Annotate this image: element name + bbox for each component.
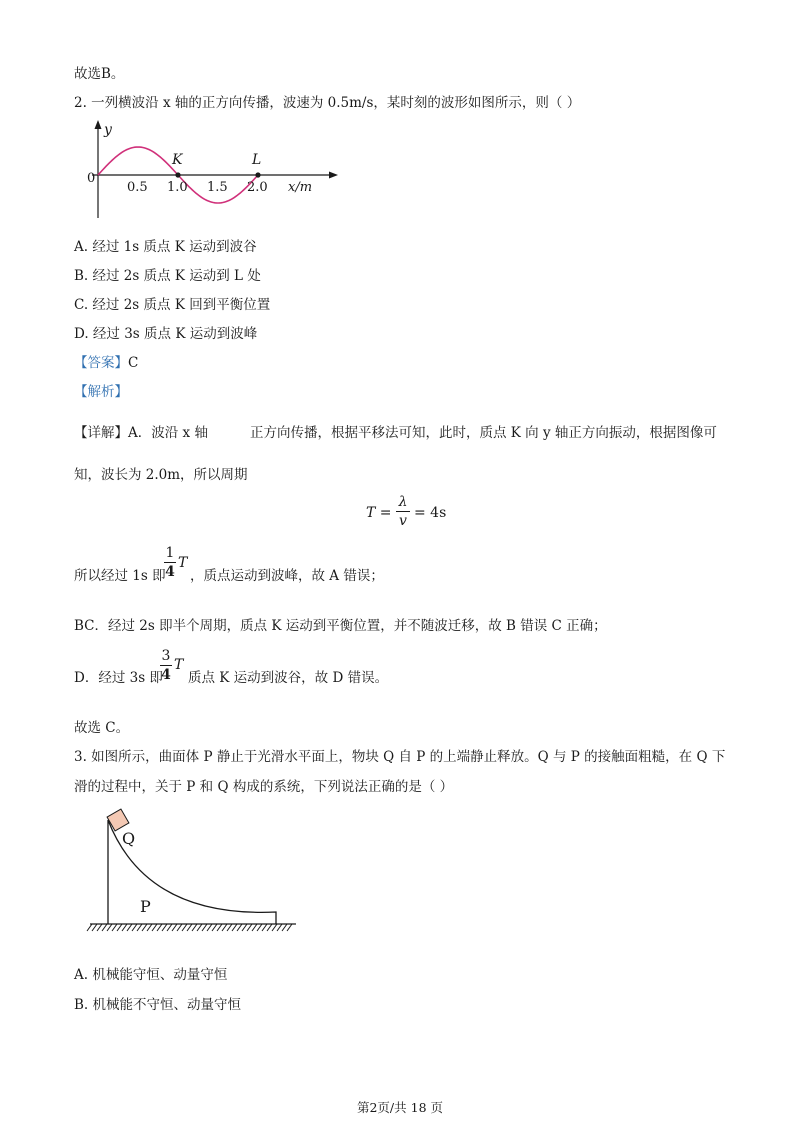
q2-detail-line5b: 质点 K 运动到波谷，故 D 错误。 [188,670,389,686]
q2-stem: 2. 一列横波沿 x 轴的正方向传播，波速为 0.5m/s，某时刻的波形如图所示，则（ ） [74,95,581,111]
page-footer: 第2页/共 18 页 [356,1100,444,1115]
fraction-one-quarter [164,545,176,580]
tick-label-0-5: 0.5 [127,180,148,195]
q2-detail-line2: 知，波长为 2.0m，所以周期 [74,467,248,483]
fraction-1-den: 4 [165,564,175,580]
block-q-label: Q [122,829,136,848]
detail-1a: A．波沿 x 轴 [128,425,208,441]
point-k-label: K [172,152,183,168]
q2-detail-line3: 所以经过 1s 即 [74,568,166,584]
formula-v: v [399,513,407,529]
point-l-label: L [252,152,262,168]
detail-tag: 【详解】 [74,425,128,441]
x-axis-label: x/m [288,180,313,195]
q2-detail-line5: D．经过 3s 即 [74,670,163,686]
q2-option-c: C. 经过 2s 质点 K 回到平衡位置 [74,297,271,313]
answer-value: C [128,355,139,371]
q2-detail-line1 [74,424,208,442]
point-k-dot [175,172,180,177]
wave-graph [84,118,344,228]
block-q [107,809,129,831]
q2-option-b: B. 经过 2s 质点 K 运动到 L 处 [74,268,261,284]
fraction-3-den: 4 [161,667,171,683]
formula-lhs: T = [366,505,392,521]
fraction-three-quarters [160,648,172,683]
fraction-3-T: T [174,657,184,673]
q2-answer [74,354,138,372]
period-formula [366,494,466,534]
prev-answer: 故选B。 [74,66,125,82]
q3-stem-line2: 滑的过程中，关于 P 和 Q 构成的系统，下列说法正确的是（ ） [74,779,454,795]
formula-result: = 4s [414,505,447,521]
fraction-1-T: T [178,555,188,571]
point-l-dot [255,172,260,177]
q2-detail-line1b: 正方向传播，根据平移法可知，此时，质点 K 向 y 轴正方向振动，根据图像可 [250,425,717,441]
q3-stem-line1: 3. 如图所示，曲面体 P 静止于光滑水平面上，物块 Q 自 P 的上端静止释放。Q 与 P 的接触面粗糙，在 Q 下 [74,749,726,765]
body-p-label: P [140,897,151,916]
q3-option-a: A. 机械能守恒、动量守恒 [74,967,228,983]
tick-label-1-5: 1.5 [207,180,228,195]
q2-detail-line4: BC．经过 2s 即半个周期，质点 K 运动到平衡位置，并不随波迁移，故 B 错误 C 正确； [74,618,607,634]
incline-figure [86,808,306,938]
x-axis-arrow [329,172,338,179]
y-axis-arrow [95,120,102,129]
formula-lambda: λ [398,494,408,510]
fraction-1-num: 1 [165,545,175,561]
q2-conclusion: 故选 C。 [74,720,130,736]
formula-fraction [396,494,410,529]
tick-label-2-0: 2.0 [247,180,268,195]
q2-option-a: A. 经过 1s 质点 K 运动到波谷 [74,239,257,255]
y-axis-label: y [104,122,112,138]
fraction-3-num: 3 [161,648,171,664]
q2-analysis-tag: 【解析】 [74,384,128,400]
ground-hatching [87,924,292,931]
q2-option-d: D. 经过 3s 质点 K 运动到波峰 [74,326,258,342]
tick-label-1-0: 1.0 [167,180,188,195]
answer-tag: 【答案】 [74,355,128,371]
origin-label: 0 [87,171,96,186]
q2-detail-line3b: ，质点运动到波峰，故 A 错误； [190,568,384,584]
q3-option-b: B. 机械能不守恒、动量守恒 [74,997,242,1013]
